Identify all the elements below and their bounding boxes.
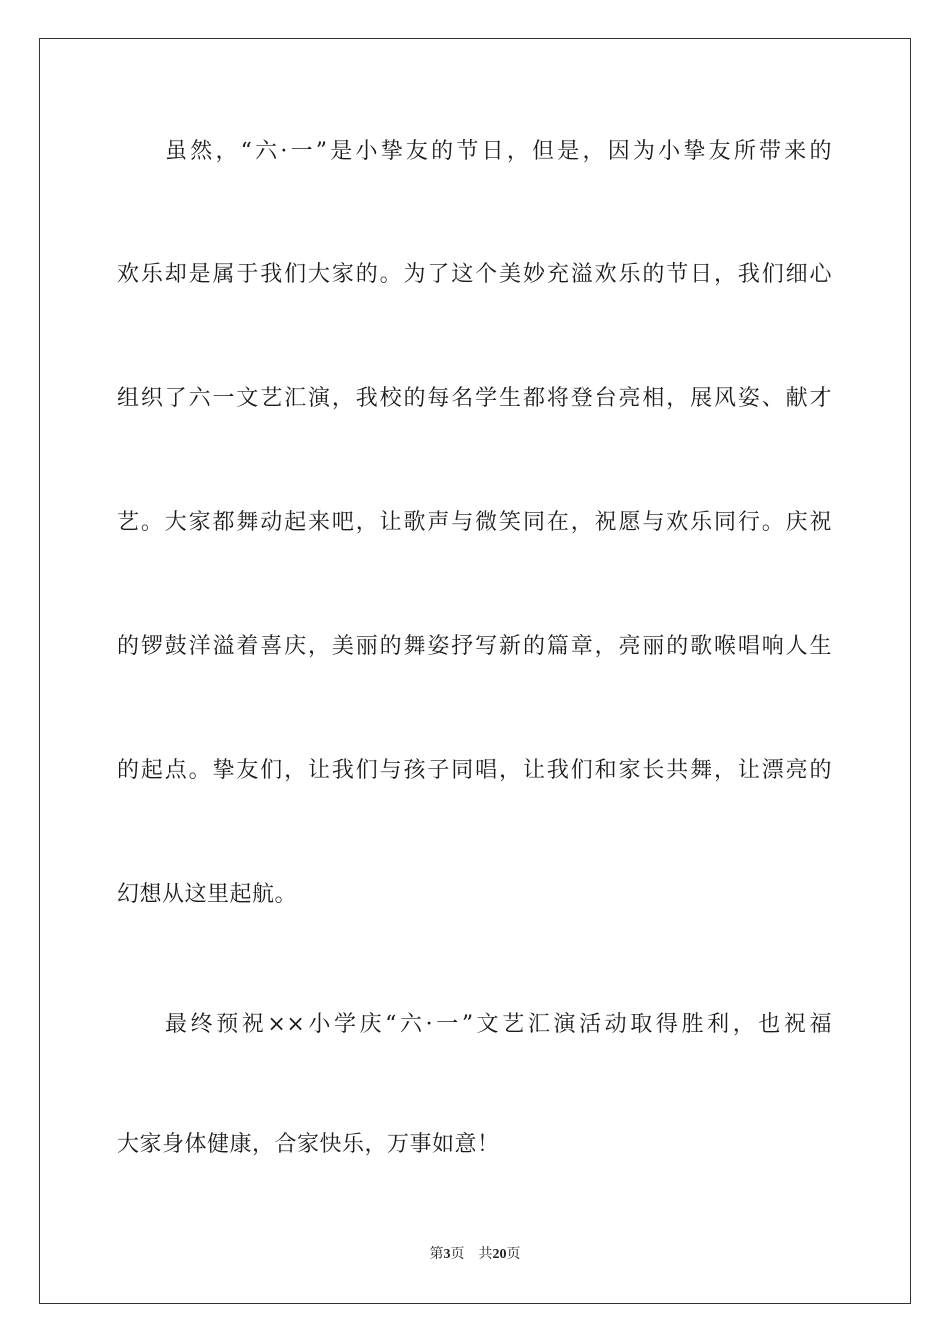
paragraph-1-line-1: 虽然，“六·一”是小挚友的节日，但是，因为小挚友所带来的 [165,139,832,164]
paragraph-1-line-6: 的起点。挚友们，让我们与孩子同唱，让我们和家长共舞，让漂亮的 [117,758,832,783]
paragraph-1-line-7: 幻想从这里起航。 [117,882,298,907]
page-number-current: 3 [443,1247,451,1262]
paragraph-1-line-4: 艺。大家都舞动起来吧，让歌声与微笑同在，祝愿与欢乐同行。庆祝 [117,510,832,535]
paragraph-2-line-1: 最终预祝××小学庆“六·一”文艺汇演活动取得胜利，也祝福 [165,1012,832,1037]
page-number-suffix: 页 [450,1247,465,1262]
paragraph-1-line-2: 欢乐却是属于我们大家的。为了这个美妙充溢欢乐的节日，我们细心 [117,262,832,287]
paragraph-1-line-5: 的锣鼓洋溢着喜庆，美丽的舞姿抒写新的篇章，亮丽的歌喉唱响人生 [117,634,832,659]
page-footer [0,1245,950,1265]
page-number-prefix: 第 [429,1247,444,1262]
paragraph-1-line-3: 组织了六一文艺汇演，我校的每名学生都将登台亮相，展风姿、献才 [117,386,832,411]
paragraph-2-line-2: 大家身体健康，合家快乐，万事如意！ [117,1132,500,1157]
page-total-prefix: 共 [478,1247,493,1262]
page-total-suffix: 页 [506,1247,521,1262]
page-border [39,38,911,1304]
page-total-count: 20 [492,1247,507,1262]
